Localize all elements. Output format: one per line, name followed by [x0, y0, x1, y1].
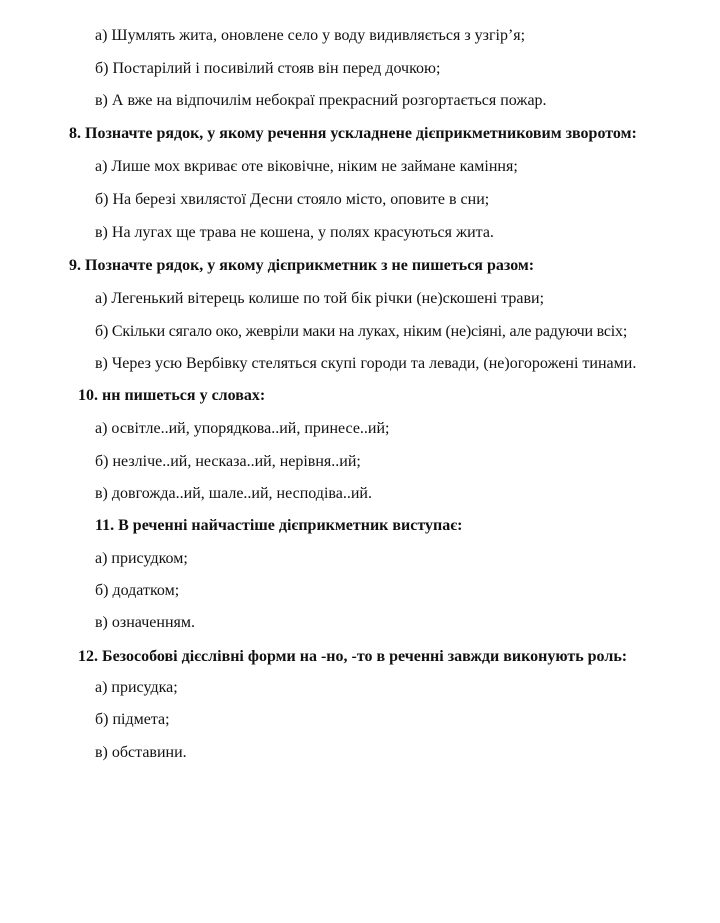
q8-text: 8. Позначте рядок, у якому речення ускладнене дієприкметниковим зворотом:: [69, 125, 637, 142]
q9-option-c: в) Через усю Вербівку стеляться скупі городи та левади, (не)огорожені тинами.: [95, 355, 637, 372]
q10-text: 10. нн пишеться у словах:: [78, 387, 266, 404]
q12-text: 12. Безособові дієслівні форми на -но, -то в реченні завжди виконують роль:: [78, 648, 628, 665]
q11-option-b: б) додатком;: [95, 582, 180, 599]
q8-option-b: б) На березі хвилястої Десни стояло місто, оповите в сни;: [95, 191, 490, 208]
q11-option-c: в) означенням.: [95, 614, 195, 631]
q7-option-c: в) А вже на відпочилім небокраї прекрасний розгортається пожар.: [95, 92, 547, 109]
q8-option-a: а) Лише мох вкриває оте віковічне, ніким не займане каміння;: [95, 158, 518, 175]
q12-option-b: б) підмета;: [95, 711, 170, 728]
q7-option-a: а) Шумлять жита, оновлене село у воду видивляється з узгір’я;: [95, 27, 526, 44]
q12-option-c: в) обставини.: [95, 744, 187, 761]
q9-option-b: б) Скільки сягало око, жевріли маки на луках, ніким (не)сіяні, але радуючи всіх;: [95, 323, 628, 340]
q11-text: 11. В реченні найчастіше дієприкметник виступає:: [95, 517, 463, 534]
q9-option-a: а) Легенький вітерець колише по той бік річки (не)скошені трави;: [95, 290, 545, 307]
q12-option-a: а) присудка;: [95, 679, 178, 696]
q10-option-b: б) незліче..ий, несказа..ий, нерівня..ий;: [95, 453, 361, 470]
q10-option-c: в) довгожда..ий, шале..ий, несподіва..ий.: [95, 485, 372, 502]
q11-option-a: а) присудком;: [95, 550, 188, 567]
q7-option-b: б) Постарілий і посивілий стояв він перед дочкою;: [95, 60, 441, 77]
q8-option-c: в) На лугах ще трава не кошена, у полях красуються жита.: [95, 224, 494, 241]
q9-text: 9. Позначте рядок, у якому дієприкметник з не пишеться разом:: [69, 257, 535, 274]
q10-option-a: а) освітле..ий, упорядкова..ий, принесе..ий;: [95, 420, 390, 437]
